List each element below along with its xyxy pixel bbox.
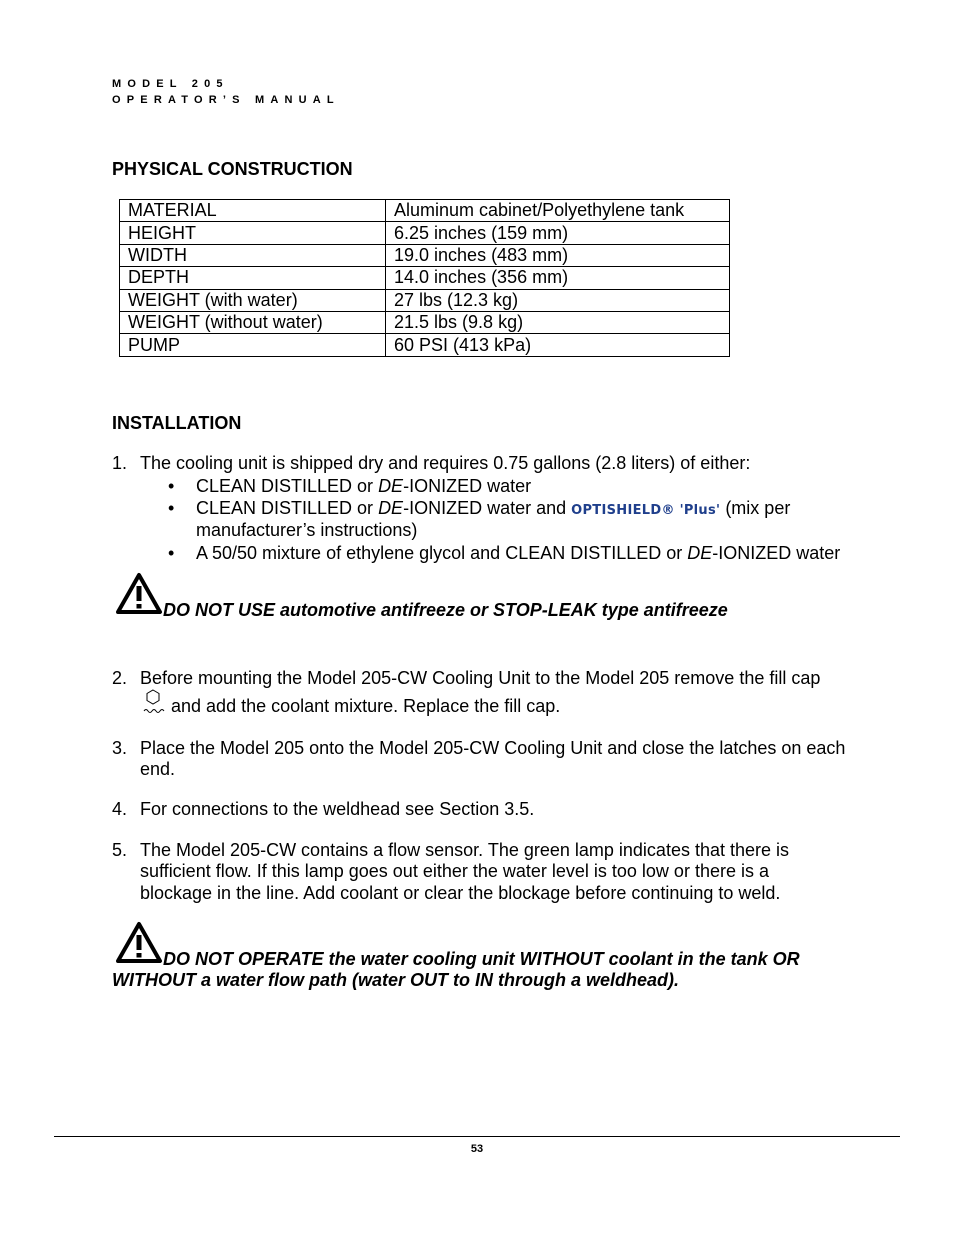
optishield-brand: OPTISHIELD® 'Plus' xyxy=(571,503,721,518)
bullet-icon: • xyxy=(168,498,175,518)
warning-coolant-line1: DO NOT OPERATE the water cooling unit WITHOUT coolant in the tank OR xyxy=(163,949,800,969)
step-5-text-line2: sufficient flow. If this lamp goes out either the water level is too low or there is a xyxy=(140,861,769,881)
step-4-text: For connections to the weldhead see Section 3.5. xyxy=(140,799,535,819)
bullet-icon: • xyxy=(168,543,175,563)
warning-antifreeze: DO NOT USE automotive antifreeze or STOP-LEAK type antifreeze xyxy=(163,600,728,620)
spec-label: WIDTH xyxy=(120,244,386,266)
spec-value: 21.5 lbs (9.8 kg) xyxy=(386,311,730,333)
table-row xyxy=(120,334,730,356)
spec-value: 14.0 inches (356 mm) xyxy=(386,267,730,289)
spec-label: WEIGHT (with water) xyxy=(120,289,386,311)
table-row xyxy=(120,244,730,266)
spec-label: HEIGHT xyxy=(120,222,386,244)
spec-value: Aluminum cabinet/Polyethylene tank xyxy=(386,200,730,222)
installation-title: INSTALLATION xyxy=(112,413,242,433)
table-row xyxy=(120,289,730,311)
spec-label: DEPTH xyxy=(120,267,386,289)
fill-cap-icon xyxy=(140,688,166,716)
physical-construction-title: PHYSICAL CONSTRUCTION xyxy=(112,159,353,179)
spec-value: 6.25 inches (159 mm) xyxy=(386,222,730,244)
table-row xyxy=(120,267,730,289)
step-5-text-line3: blockage in the line. Add coolant or clear the blockage before continuing to weld. xyxy=(140,883,781,903)
step-3-number: 3. xyxy=(112,738,128,758)
spec-value: 27 lbs (12.3 kg) xyxy=(386,289,730,311)
step-4-number: 4. xyxy=(112,799,128,819)
table-row xyxy=(120,311,730,333)
header-model: MODEL 205 xyxy=(112,78,229,90)
list-item-distilled: CLEAN DISTILLED or DE-IONIZED water xyxy=(196,476,532,496)
step-2-text-line2: and add the coolant mixture. Replace the fill cap. xyxy=(140,688,560,720)
step-5-text-line1: The Model 205-CW contains a flow sensor. The green lamp indicates that there is xyxy=(140,840,790,860)
bullet-icon: • xyxy=(168,476,175,496)
warning-coolant-line2: WITHOUT a water flow path (water OUT to IN through a weldhead). xyxy=(112,970,680,990)
physical-spec-table xyxy=(119,199,730,357)
page-number: 53 xyxy=(470,1143,484,1155)
header-manual: OPERATOR’S MANUAL xyxy=(112,94,340,106)
table-row xyxy=(120,222,730,244)
step-1-text: The cooling unit is shipped dry and requires 0.75 gallons (2.8 liters) of either: xyxy=(140,453,751,473)
spec-label: MATERIAL xyxy=(120,200,386,222)
table-row xyxy=(120,200,730,222)
warning-icon xyxy=(115,921,163,965)
spec-label: WEIGHT (without water) xyxy=(120,311,386,333)
list-item-glycol: A 50/50 mixture of ethylene glycol and CLEAN DISTILLED or DE-IONIZED water xyxy=(196,543,841,563)
step-3-text-line1: Place the Model 205 onto the Model 205-CW Cooling Unit and close the latches on each xyxy=(140,738,846,758)
step-2-number: 2. xyxy=(112,668,128,688)
warning-icon xyxy=(115,572,163,616)
step-2-text-line1: Before mounting the Model 205-CW Cooling Unit to the Model 205 remove the fill cap xyxy=(140,668,821,688)
list-item-optishield-cont: manufacturer’s instructions) xyxy=(196,520,418,540)
list-item-optishield: CLEAN DISTILLED or DE-IONIZED water and OPTISHIELD® 'Plus' (mix per xyxy=(196,498,791,518)
document-header xyxy=(112,76,340,108)
footer-divider xyxy=(54,1136,900,1137)
spec-value: 60 PSI (413 kPa) xyxy=(386,334,730,356)
step-5-number: 5. xyxy=(112,840,128,860)
spec-value: 19.0 inches (483 mm) xyxy=(386,244,730,266)
spec-label: PUMP xyxy=(120,334,386,356)
step-3-text-line2: end. xyxy=(140,759,176,779)
step-1-number: 1. xyxy=(112,453,128,473)
